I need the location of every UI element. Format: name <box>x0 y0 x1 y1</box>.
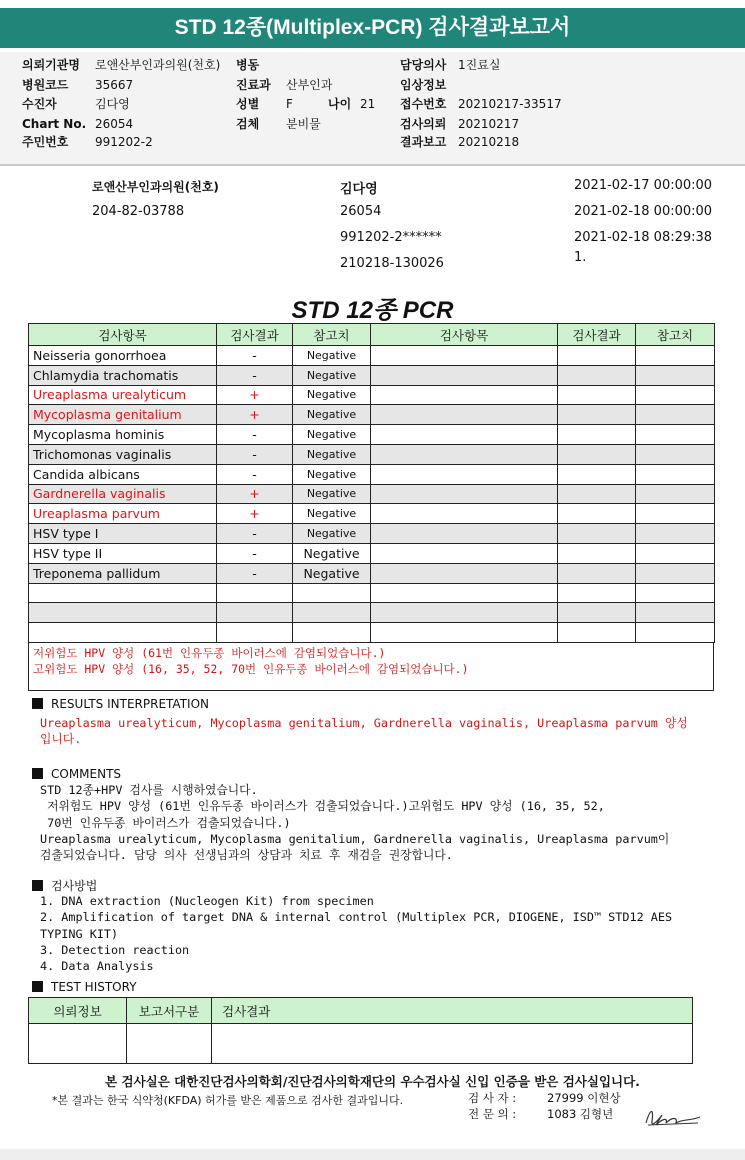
table-row <box>29 365 715 385</box>
test-reference: Negative <box>293 346 371 366</box>
hospital-label: 의뢰기관명 <box>22 58 80 72</box>
id-label: 주민번호 <box>22 135 69 149</box>
test-name: Treponema pallidum <box>29 563 217 583</box>
square-bullet-icon <box>32 880 43 891</box>
chart-value: 26054 <box>95 117 134 131</box>
sub-date2: 2021-02-18 00:00:00 <box>574 204 713 219</box>
method-text: 1. DNA extraction (Nucleogen Kit) from specimen 2. Amplification of target DNA & internal control (Multiplex PCR, DIOGENE, ISD™ STD12 AES TYPING KIT) 3. Detection reaction 4. Data Analysis <box>40 894 673 974</box>
sub-date1: 2021-02-17 00:00:00 <box>574 178 713 193</box>
history-col-request: 의뢰정보 <box>29 998 127 1024</box>
test-name: Candida albicans <box>29 464 217 484</box>
sub-date3: 2021-02-18 08:29:38 <box>574 230 713 245</box>
test-name: Trichomonas vaginalis <box>29 444 217 464</box>
table-row <box>29 543 715 563</box>
table-row <box>29 623 715 643</box>
patient-label: 수진자 <box>22 97 57 111</box>
ward-label: 병동 <box>236 58 260 72</box>
test-reference: Negative <box>293 385 371 405</box>
sub-sample-no: 210218-130026 <box>340 256 444 271</box>
test-result: - <box>217 464 293 484</box>
square-bullet-icon <box>32 981 43 992</box>
specimen-label: 검체 <box>236 117 260 131</box>
test-result: - <box>217 425 293 445</box>
results-heading: RESULTS INTERPRETATION <box>32 696 209 711</box>
test-name: Mycoplasma genitalium <box>29 405 217 425</box>
test-reference: Negative <box>293 464 371 484</box>
test-reference: Negative <box>293 524 371 544</box>
receipt-value: 20210217-33517 <box>458 97 562 111</box>
sub-hospital: 로앤산부인과의원(천호) <box>92 180 219 194</box>
report-title: STD 12종(Multiplex-PCR) 검사결과보고서 <box>0 8 745 48</box>
test-reference: Negative <box>293 444 371 464</box>
table-row <box>29 524 715 544</box>
history-col-type: 보고서구분 <box>127 998 212 1024</box>
doctor-value: 1진료실 <box>458 58 501 72</box>
test-result: + <box>217 504 293 524</box>
test-reference: Negative <box>293 365 371 385</box>
test-name: Gardnerella vaginalis <box>29 484 217 504</box>
col-header-result-2: 검사결과 <box>558 324 636 346</box>
test-name: HSV type I <box>29 524 217 544</box>
test-reference: Negative <box>293 425 371 445</box>
hpv-note-high: 고위험도 HPV 양성 (16, 35, 52, 70번 인유두종 바이러스에 감염되었습니다.) <box>33 662 469 676</box>
table-row <box>29 405 715 425</box>
test-reference: Negative <box>293 543 371 563</box>
hpv-note-low: 저위험도 HPV 양성 (61번 인유두종 바이러스에 감염되었습니다.) <box>33 646 386 660</box>
table-row <box>29 583 715 603</box>
test-name: Chlamydia trachomatis <box>29 365 217 385</box>
square-bullet-icon <box>32 698 43 709</box>
test-result: + <box>217 385 293 405</box>
col-header-ref: 참고치 <box>293 324 371 346</box>
age-label: 나이 <box>328 97 352 111</box>
report-date-label: 결과보고 <box>400 135 447 149</box>
dept-value: 산부인과 <box>286 78 333 92</box>
code-label: 병원코드 <box>22 78 69 92</box>
test-result: + <box>217 405 293 425</box>
test-result: + <box>217 484 293 504</box>
request-label: 검사의뢰 <box>400 117 447 131</box>
pcr-results-table <box>28 323 715 643</box>
age-value: 21 <box>360 97 376 111</box>
test-history-table <box>28 997 693 1064</box>
sub-chart: 26054 <box>340 204 382 219</box>
table-row <box>29 444 715 464</box>
specialist-value: 1083 김형년 <box>547 1107 614 1121</box>
tester-value: 27999 이현상 <box>547 1091 621 1105</box>
col-header-ref-2: 참고치 <box>636 324 715 346</box>
test-result: - <box>217 563 293 583</box>
table-row <box>29 425 715 445</box>
tester-label: 검 사 자 : <box>468 1091 517 1105</box>
id-value: 991202-2 <box>95 135 153 149</box>
sex-label: 성별 <box>236 97 260 111</box>
sex-value: F <box>286 97 293 111</box>
col-header-result: 검사결과 <box>217 324 293 346</box>
test-name: Ureaplasma urealyticum <box>29 385 217 405</box>
patient-info-panel <box>0 52 745 164</box>
history-col-result: 검사결과 <box>212 998 693 1024</box>
clinical-label: 임상정보 <box>400 78 447 92</box>
sub-bizno: 204-82-03788 <box>92 204 185 219</box>
test-result: - <box>217 346 293 366</box>
test-reference: Negative <box>293 484 371 504</box>
table-row <box>29 385 715 405</box>
table-row <box>29 464 715 484</box>
table-row <box>29 603 715 623</box>
sub-date3-suffix: 1. <box>574 250 587 265</box>
test-name: Ureaplasma parvum <box>29 504 217 524</box>
hospital-value: 로앤산부인과의원(천호) <box>95 58 221 72</box>
table-row <box>29 484 715 504</box>
table-row <box>29 563 715 583</box>
signature-icon <box>642 1103 704 1131</box>
hpv-notes <box>28 643 714 691</box>
table-row <box>29 346 715 366</box>
col-header-item: 검사항목 <box>29 324 217 346</box>
test-reference: Negative <box>293 504 371 524</box>
method-heading: 검사방법 <box>32 877 97 894</box>
comments-text: STD 12종+HPV 검사를 시행하였습니다. 저위험도 HPV 양성 (61번 인유두종 바이러스가 검출되었습니다.)고위험도 HPV 양성 (16, 35, 52, 70번 인유두종 바이러스가 검출되었습니다.) Ureaplasma urealyticum, Mycoplasma genitalium, Gardnerella vaginalis, Ureaplasma parvum이 검출되었습니다. 담당 의사 선생님과의 상담과 치료 후 재검을 권장합니다. <box>40 783 670 863</box>
square-bullet-icon <box>32 768 43 779</box>
test-reference: Negative <box>293 563 371 583</box>
history-heading: TEST HISTORY <box>32 979 137 994</box>
patient-value: 김다영 <box>95 97 130 111</box>
bottom-band <box>0 1149 745 1160</box>
chart-label: Chart No. <box>22 117 87 131</box>
test-name: Mycoplasma hominis <box>29 425 217 445</box>
sub-id: 991202-2****** <box>340 230 442 245</box>
kfda-note: *본 결과는 한국 식약청(KFDA) 허가를 받은 제품으로 검사한 결과입니다. <box>52 1094 404 1107</box>
table-row <box>29 504 715 524</box>
code-value: 35667 <box>95 78 134 92</box>
pcr-title: STD 12종 PCR <box>291 297 454 324</box>
report-date-value: 20210218 <box>458 135 520 149</box>
test-reference: Negative <box>293 405 371 425</box>
test-result: - <box>217 365 293 385</box>
dept-label: 진료과 <box>236 78 271 92</box>
test-name: Neisseria gonorrhoea <box>29 346 217 366</box>
sub-name: 김다영 <box>340 182 378 197</box>
comments-heading: COMMENTS <box>32 766 121 781</box>
request-value: 20210217 <box>458 117 520 131</box>
certification-text: 본 검사실은 대한진단검사의학회/진단검사의학재단의 우수검사실 신입 인증을 받은 검사실입니다. <box>105 1074 640 1089</box>
specialist-label: 전 문 의 : <box>468 1107 517 1121</box>
receipt-label: 접수번호 <box>400 97 447 111</box>
specimen-value: 분비물 <box>286 117 321 131</box>
test-result: - <box>217 524 293 544</box>
doctor-label: 담당의사 <box>400 58 447 72</box>
results-text: Ureaplasma urealyticum, Mycoplasma genitalium, Gardnerella vaginalis, Ureaplasma parvum 양성 입니다. <box>40 716 688 747</box>
divider <box>0 164 745 166</box>
col-header-item-2: 검사항목 <box>371 324 558 346</box>
test-result: - <box>217 543 293 563</box>
test-name: HSV type II <box>29 543 217 563</box>
test-result: - <box>217 444 293 464</box>
